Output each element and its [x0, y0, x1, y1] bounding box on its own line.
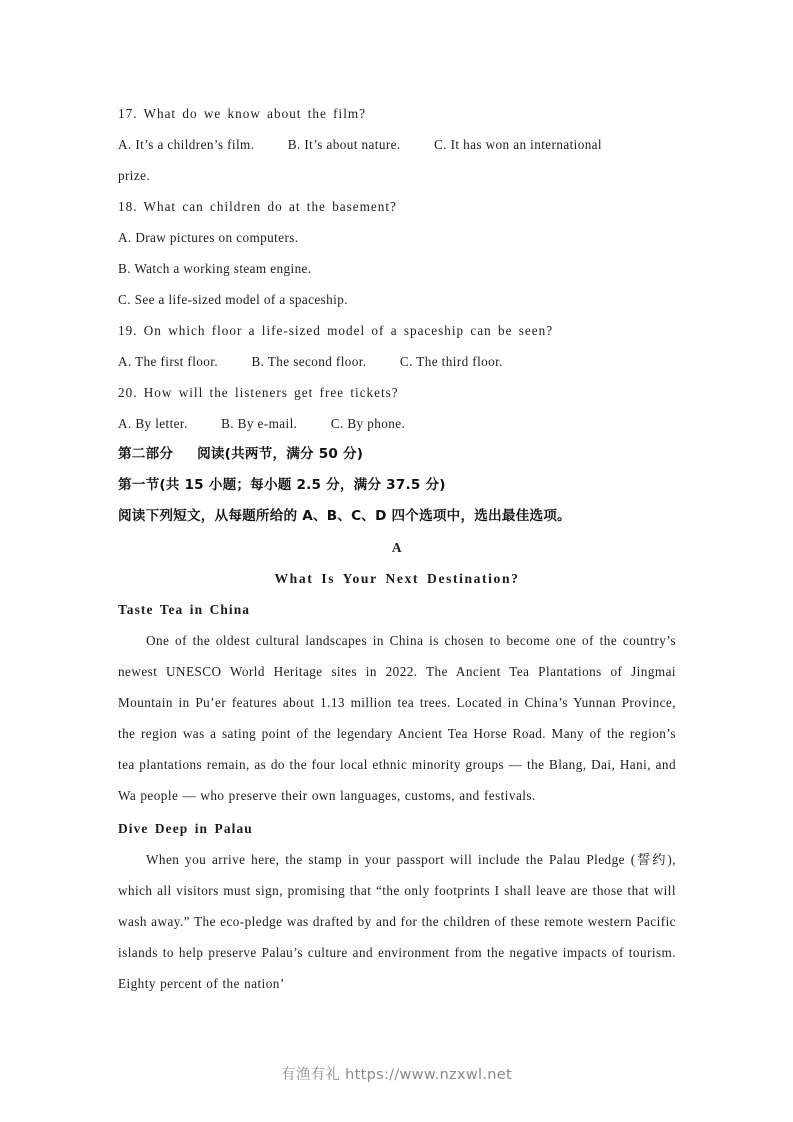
passage-subheading-taste-tea: Taste Tea in China: [118, 602, 251, 617]
question-17-options: [118, 129, 676, 160]
question-17-stem: 17. What do we know about the film?: [118, 106, 366, 121]
passage-subheading-dive-deep: Dive Deep in Palau: [118, 821, 253, 836]
question-19-option-a[interactable]: A. The first floor.: [118, 354, 219, 369]
subsection-one-heading: 第一节(共 15 小题；每小题 2.5 分，满分 37.5 分): [118, 477, 446, 493]
question-19-option-b[interactable]: B. The second floor.: [251, 354, 367, 369]
question-18-option-b[interactable]: B. Watch a working steam engine.: [118, 261, 312, 276]
question-19-options: [118, 346, 676, 377]
question-20-option-c[interactable]: C. By phone.: [330, 416, 406, 431]
passage-letter: A: [391, 540, 403, 555]
document-content: [118, 98, 676, 999]
question-17-option-c[interactable]: C. It has won an international: [433, 137, 602, 152]
passage-title: What Is Your Next Destination?: [274, 571, 520, 586]
question-17-option-b[interactable]: B. It’s about nature.: [287, 137, 401, 152]
question-20-options: [118, 408, 676, 439]
question-17-option-a[interactable]: A. It’s a children’s film.: [118, 137, 255, 152]
question-18-option-c[interactable]: C. See a life-sized model of a spaceship.: [118, 292, 348, 307]
part-two-heading: [118, 439, 676, 470]
question-20-option-a[interactable]: A. By letter.: [118, 416, 188, 431]
question-19-stem: 19. On which floor a life-sized model of a spaceship can be seen?: [118, 323, 554, 338]
passage-paragraph-dive-deep: When you arrive here, the stamp in your passport will include the Palau Pledge (誓约), which all visitors must sign, promising that “the only footprints I shall leave are those that will wash away.” The eco-pledge was drafted by and for the children of these remote western Pacific islands to help preserve Palau’s culture and environment from the negative impacts of tourism. Eighty percent of the nation’: [118, 852, 676, 991]
question-18-option-a[interactable]: A. Draw pictures on computers.: [118, 230, 299, 245]
question-19-option-c[interactable]: C. The third floor.: [399, 354, 503, 369]
reading-instruction: 阅读下列短文，从每题所给的 A、B、C、D 四个选项中，选出最佳选项。: [118, 508, 571, 524]
question-20-option-b[interactable]: B. By e-mail.: [221, 416, 298, 431]
question-17-option-c-continued: prize.: [118, 168, 151, 183]
part-two-heading-prefix: 第二部分: [118, 446, 174, 462]
footer-watermark: 有渔有礼 https://www.nzxwl.net: [281, 1067, 512, 1083]
passage-paragraph-taste-tea: One of the oldest cultural landscapes in China is chosen to become one of the country’s newest UNESCO World Heritage sites in 2022. The Ancient Tea Plantations of Jingmai Mountain in Pu’er features about 1.13 million tea trees. Located in China’s Yunnan Province, the region was a sating point of the legendary Ancient Tea Horse Road. Many of the region’s tea plantations remain, as do the four local ethnic minority groups — the Blang, Dai, Hani, and Wa people — who preserve their own languages, customs, and festivals.: [118, 633, 676, 803]
part-two-heading-body: 阅读(共两节，满分 50 分): [197, 446, 364, 462]
question-20-stem: 20. How will the listeners get free tickets?: [118, 385, 399, 400]
question-18-stem: 18. What can children do at the basement?: [118, 199, 397, 214]
